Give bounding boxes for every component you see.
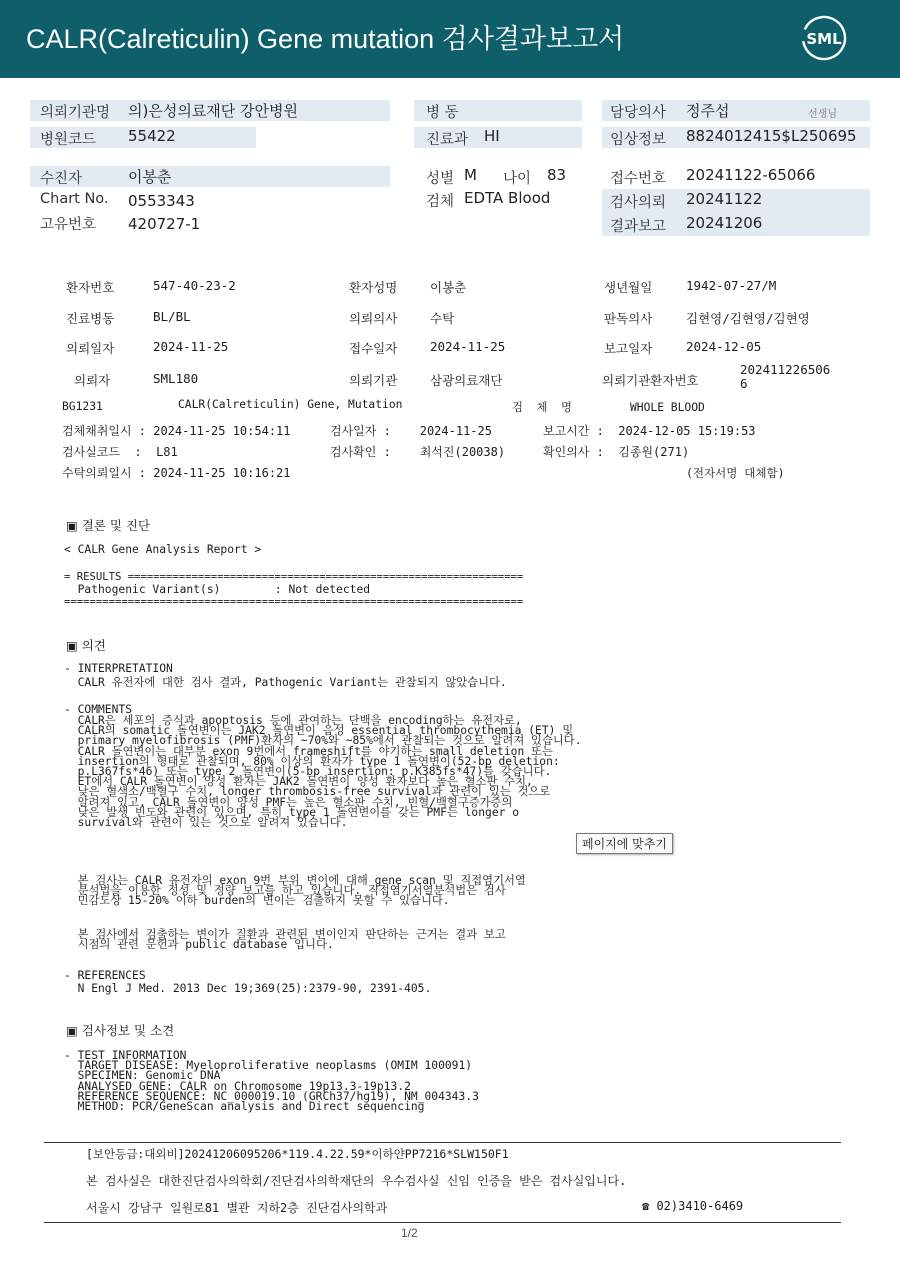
test-row1-c: 보고시간 : 2024-12-05 15:19:53 bbox=[543, 424, 756, 438]
test-info-line: - TEST INFORMATION bbox=[64, 1049, 187, 1062]
comment-line: 낮은 혈색소/백혈구 수치, longer thrombosis-free survival과 관련이 있는 것으로 bbox=[64, 785, 551, 799]
test-row1-a: 검체채취일시 : 2024-11-25 10:54:11 bbox=[62, 424, 291, 438]
comment-line: CALR 돌연변이는 대부분 exon 9번에서 frameshift를 야기하는 small deletion 또는 bbox=[64, 744, 553, 758]
interpretation-head: - INTERPRETATION bbox=[64, 662, 173, 675]
test-info-line: REFERENCE SEQUENCE: NC_000019.10 (GRCh37/hg19), NM_004343.3 bbox=[64, 1089, 479, 1103]
equals-line: ======================================================================== bbox=[64, 596, 524, 608]
comment-line: 알려져 있고, CALR 돌연변이 양성 PMF는 높은 혈소판 수치, 빈혈/백혈구증가증의 bbox=[64, 795, 513, 809]
variant-line: Pathogenic Variant(s) : Not detected bbox=[64, 583, 371, 596]
report-title: CALR(Calreticulin) Gene mutation 검사결과보고서 bbox=[26, 24, 625, 54]
patient-no-label: 환자번호 bbox=[66, 280, 115, 295]
req-org-label: 의뢰기관 bbox=[349, 373, 398, 388]
hospital-code-value: 55422 bbox=[128, 127, 176, 145]
test-specimen-value: WHOLE BLOOD bbox=[630, 401, 705, 414]
comment-line: primary myelofibrosis (PMF)환자의 ~70%와 ~85%에서 관찰되는 것으로 알려져 있습니다. bbox=[64, 734, 582, 748]
test-row1-b: 검사일자 : 2024-11-25 bbox=[330, 424, 492, 438]
ward-label: 병 동 bbox=[426, 105, 459, 121]
dept-label: 진료과 bbox=[426, 132, 469, 148]
institution-value: 의)은성의료재단 강안병원 bbox=[128, 102, 299, 120]
requester-value: SML180 bbox=[153, 371, 199, 386]
test-row2-b: 검사확인 : 최석진(20038) bbox=[330, 445, 506, 459]
opinion-title: ▣ 의견 bbox=[66, 638, 106, 653]
sml-logo bbox=[800, 14, 848, 62]
report-value: 20241206 bbox=[686, 214, 763, 232]
dob-value: 1942-07-27/M bbox=[686, 278, 777, 293]
phone-line: ☎ 02)3410-6469 bbox=[642, 1199, 744, 1213]
test-info-line: SPECIMEN: Genomic DNA bbox=[64, 1069, 221, 1083]
method-line: 분석법을 이용한 정성 및 정량 보고를 하고 있습니다. 직접염기서열분석법은 검사 bbox=[64, 884, 506, 898]
basis-paragraph bbox=[64, 930, 506, 950]
patient-row bbox=[30, 166, 390, 187]
sex-label: 성별 bbox=[426, 171, 455, 187]
references-text: N Engl J Med. 2013 Dec 19;369(25):2379-90, 2391-405. bbox=[64, 982, 432, 995]
dept-value: HI bbox=[484, 127, 500, 145]
method-line: 민감도상 15-20% 이하 burden의 변이는 검출하지 못할 수 있습니다. bbox=[64, 894, 450, 908]
dob-label: 생년월일 bbox=[604, 280, 653, 295]
specimen-value: EDTA Blood bbox=[464, 189, 551, 207]
org-patient-no-label: 의뢰기관환자번호 bbox=[602, 373, 699, 388]
org-patient-no-value-2: 6 bbox=[740, 376, 748, 391]
test-information-block bbox=[64, 1051, 479, 1112]
req-org-value: 삼광의료재단 bbox=[430, 373, 503, 388]
clinical-value: 8824012415$L250695 bbox=[686, 127, 857, 145]
method-line: 본 검사는 CALR 유전자의 exon 9번 부위 변이에 대해 gene scan 및 직접염기서열 bbox=[64, 874, 526, 887]
req-doctor-value: 수탁 bbox=[430, 311, 455, 326]
test-code: BG1231 bbox=[62, 400, 103, 413]
footer-divider-bottom bbox=[44, 1222, 841, 1223]
reader-value: 김현영/김현영/김현영 bbox=[686, 311, 810, 326]
fit-to-page-tooltip: 페이지에 맞추기 bbox=[576, 833, 673, 854]
references-head: - REFERENCES bbox=[64, 969, 146, 982]
basis-line: 시점의 관련 문헌과 public database 입니다. bbox=[64, 938, 334, 952]
test-row3-c: (전자서명 대체함) bbox=[686, 466, 785, 480]
comment-line: CALR의 somatic 돌연변이는 JAK2 돌연변이 음성 essential thrombocythemia (ET) 및 bbox=[64, 724, 574, 738]
chart-value: 0553343 bbox=[128, 192, 195, 210]
scan-ward-value: BL/BL bbox=[153, 309, 191, 324]
comment-line: ET에서 CALR 돌연변이 양성 환자는 JAK2 돌연변이 양성 환자보다 높은 혈소판 수치, bbox=[64, 775, 533, 789]
patient-value: 이봉춘 bbox=[128, 168, 172, 186]
test-row3-a: 수탁의뢰일시 : 2024-11-25 10:16:21 bbox=[62, 466, 291, 480]
patient-no-value: 547-40-23-2 bbox=[153, 278, 236, 293]
conclusion-title: ▣ 결론 및 진단 bbox=[66, 518, 151, 533]
test-name: CALR(Calreticulin) Gene, Mutation bbox=[178, 398, 403, 411]
age-value: 83 bbox=[547, 166, 567, 184]
reader-label: 판독의사 bbox=[604, 311, 653, 326]
institution-label: 의뢰기관명 bbox=[40, 105, 111, 121]
certification-line: 본 검사실은 대한진단검사의학회/진단검사의학재단의 우수검사실 신임 인증을 받은 검사실입니다. bbox=[86, 1174, 627, 1188]
request-value: 20241122 bbox=[686, 190, 763, 208]
doctor-label: 담당의사 bbox=[610, 105, 667, 121]
specimen-label: 검체 bbox=[426, 194, 455, 210]
test-info-line: ANALYSED GENE: CALR on Chromosome 19p13.3-19p13.2 bbox=[64, 1079, 411, 1093]
doctor-value: 정주섭 bbox=[686, 102, 730, 120]
test-specimen-label: 검 체 명 bbox=[512, 401, 572, 414]
unique-value: 420727-1 bbox=[128, 215, 201, 233]
comment-line: 낮은 발생 빈도와 관련이 있으며, 특히 type 1 돌연변이를 갖는 PMF는 longer o bbox=[64, 805, 520, 819]
clinical-label: 임상정보 bbox=[610, 132, 667, 148]
org-patient-no-value-1: 202411226506 bbox=[740, 362, 831, 377]
security-line: [보안등급:대외비]20241206095206*119.4.22.59*이하얀PP7216*SLW150F1 bbox=[86, 1147, 509, 1161]
patient-name-label: 환자성명 bbox=[349, 280, 398, 295]
hospital-code-label: 병원코드 bbox=[40, 132, 97, 148]
comment-line: insertion의 형태로 관찰되며, 80% 이상의 환자가 type 1 돌연변이(52-bp deletion: bbox=[64, 754, 560, 768]
test-info-title: ▣ 검사정보 및 소견 bbox=[66, 1023, 175, 1038]
test-row2-c: 확인의사 : 김종원(271) bbox=[543, 445, 690, 459]
scan-ward-label: 진료병동 bbox=[66, 311, 115, 326]
comment-line: CALR은 세포의 증식과 apoptosis 등에 관여하는 단백을 encoding하는 유전자로, bbox=[64, 714, 522, 727]
interpretation-text: CALR 유전자에 대한 검사 결과, Pathogenic Variant는 관찰되지 않았습니다. bbox=[64, 676, 507, 689]
address-line: 서울시 강남구 일원로81 별관 지하2층 진단검사의학과 bbox=[86, 1201, 388, 1215]
request-label: 검사의뢰 bbox=[610, 195, 667, 211]
report-head: < CALR Gene Analysis Report > bbox=[64, 543, 262, 556]
logo-text: SML bbox=[806, 30, 842, 48]
comments-head: - COMMENTS bbox=[64, 703, 133, 716]
recv-date-value: 2024-11-25 bbox=[430, 339, 506, 354]
doctor-suffix: 선생님 bbox=[808, 109, 837, 120]
page-number: 1/2 bbox=[401, 1226, 418, 1240]
comment-line: p.L367fs*46) 또는 type 2 돌연변이(5-bp insertion: p.K385fs*47)를 갖습니다. bbox=[64, 765, 552, 779]
rep-date-value: 2024-12-05 bbox=[686, 339, 762, 354]
report-label: 결과보고 bbox=[610, 219, 667, 235]
age-label: 나이 bbox=[503, 171, 532, 187]
req-date-label: 의뢰일자 bbox=[66, 341, 115, 356]
req-doctor-label: 의뢰의사 bbox=[349, 311, 398, 326]
comments-block bbox=[64, 716, 582, 828]
receipt-value: 20241122-65066 bbox=[686, 166, 816, 184]
method-paragraph bbox=[64, 876, 526, 907]
results-line: = RESULTS ============================================================== bbox=[64, 571, 524, 583]
chart-label: Chart No. bbox=[40, 191, 109, 207]
footer-divider-top bbox=[44, 1142, 841, 1143]
patient-label: 수진자 bbox=[40, 171, 83, 187]
req-date-value: 2024-11-25 bbox=[153, 339, 229, 354]
sex-value: M bbox=[464, 166, 477, 184]
test-info-line: TARGET DISEASE: Myeloproliferative neoplasms (OMIM 100091) bbox=[64, 1059, 473, 1073]
basis-line: 본 검사에서 검출하는 변이가 질환과 관련된 변이인지 판단하는 근거는 결과 보고 bbox=[64, 928, 506, 941]
test-row2-a: 검사실코드 : L81 bbox=[62, 445, 178, 459]
requester-label: 의뢰자 bbox=[74, 373, 111, 388]
recv-date-label: 접수일자 bbox=[349, 341, 398, 356]
rep-date-label: 보고일자 bbox=[604, 341, 653, 356]
receipt-label: 접수번호 bbox=[610, 171, 667, 187]
comment-line: survival와 관련이 있는 것으로 알려져 있습니다. bbox=[64, 816, 348, 830]
patient-name-value: 이봉춘 bbox=[430, 280, 467, 295]
unique-label: 고유번호 bbox=[40, 217, 97, 233]
test-info-line: METHOD: PCR/GeneScan analysis and Direct sequencing bbox=[64, 1100, 425, 1114]
